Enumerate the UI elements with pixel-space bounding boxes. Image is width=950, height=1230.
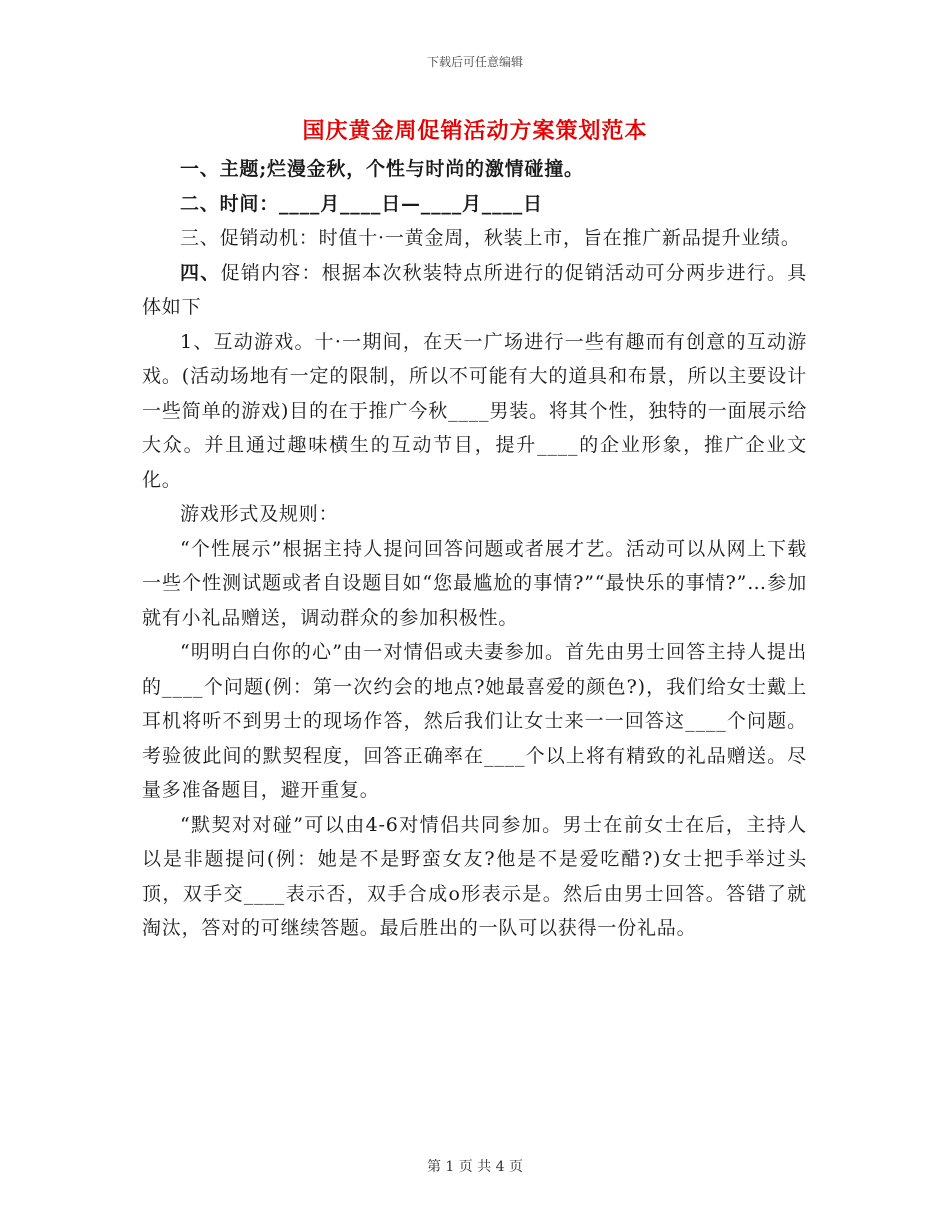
paragraph-know-your-heart: “明明白白你的心”由一对情侣或夫妻参加。首先由男士回答主持人提出的____个问题(例：第一次约会的地点?她最喜爱的颜色?)，我们给女士戴上耳机将听不到男士的现场作答，然后我们让女士来一一回答这____个问题。考验彼此间的默契程度，回答正确率在____个以上将有精致的礼品赠送。尽量多准备题目，避开重复。 (142, 641, 807, 801)
section-theme: 一、主题;烂漫金秋，个性与时尚的激情碰撞。 (180, 158, 584, 180)
section-content-text: 促销内容：根据本次秋装特点所进行的促销活动可分两步进行。具体如下 (142, 261, 807, 318)
section-content (142, 256, 807, 325)
document-body (142, 152, 807, 946)
header-note: 下载后可任意编辑 (426, 55, 523, 69)
section-motivation: 三、促销动机：时值十·一黄金周，秋装上市，旨在推广新品提升业绩。 (180, 227, 801, 249)
section-content-number: 四、 (180, 261, 221, 284)
paragraph-interactive-game: 1、互动游戏。十·一期间，在天一广场进行一些有趣而有创意的互动游戏。(活动场地有一定的限制，所以不可能有大的道具和布景，所以主要设计一些简单的游戏)目的在于推广今秋____男装。将其个性，独特的一面展示给大众。并且通过趣味横生的互动节目，提升____的企业形象，推广企业文化。 (142, 330, 807, 491)
section-time: 二、时间：____月____日—____月____日 (180, 192, 543, 215)
paragraph-game-rules-heading: 游戏形式及规则： (180, 503, 339, 525)
paragraph-tacit-match: “默契对对碰”可以由4-6对情侣共同参加。男士在前女士在后，主持人以是非题提问(例：她是不是野蛮女友?他是不是爱吃醋?)女士把手举过头顶，双手交____表示否，双手合成o形表示是。然后由男士回答。答错了就淘汰，答对的可继续答题。最后胜出的一队可以获得一份礼品。 (142, 813, 807, 939)
page-indicator: 第 1 页 共 4 页 (426, 1159, 524, 1175)
paragraph-personality-show: “个性展示”根据主持人提问回答问题或者展才艺。活动可以从网上下载一些个性测试题或者自设题目如“您最尴尬的事情?”“最快乐的事情?”…参加就有小礼品赠送，调动群众的参加积极性。 (142, 537, 807, 629)
document-title: 国庆黄金周促销活动方案策划范本 (302, 118, 648, 144)
